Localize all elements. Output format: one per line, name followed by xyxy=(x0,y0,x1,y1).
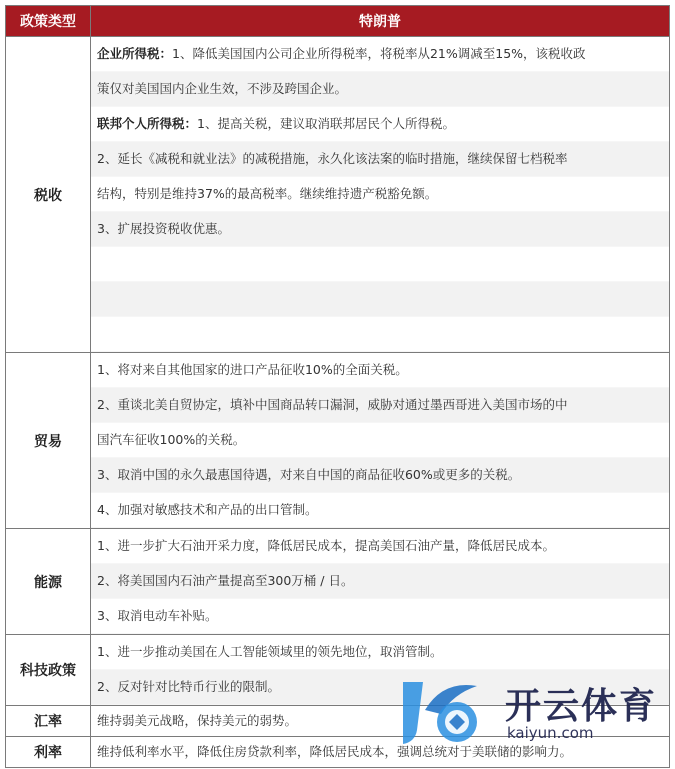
category-tax: 税收 xyxy=(6,37,91,353)
trade-line-1: 1、将对来自其他国家的进口产品征收10%的全面关税。 xyxy=(91,353,669,388)
watermark-brand: 开云体育 xyxy=(505,686,658,727)
trade-content xyxy=(91,353,670,529)
row-tech xyxy=(6,635,670,706)
tax-line-4: 2、延长《减税和就业法》的减税措施，永久化该法案的临时措施，继续保留七档税率 xyxy=(91,142,669,177)
energy-line-3: 3、取消电动车补贴。 xyxy=(91,599,669,634)
table-header-row xyxy=(6,6,670,37)
header-policy-type: 政策类型 xyxy=(6,6,91,37)
tax-line-3: 联邦个人所得税：1、提高关税，建议取消联邦居民个人所得税。 xyxy=(91,107,669,142)
policy-table xyxy=(5,5,670,768)
tech-line-2: 2、反对针对比特币行业的限制。 xyxy=(91,670,669,705)
tax-line-1: 企业所得税：1、降低美国国内公司企业所得税率，将税率从21%调减至15%，该税收政 xyxy=(91,37,669,72)
tax-content xyxy=(91,37,670,353)
tax-blank-2 xyxy=(91,282,669,317)
energy-content xyxy=(91,529,670,635)
tech-line-1: 1、进一步推动美国在人工智能领域里的领先地位，取消管制。 xyxy=(91,635,669,670)
category-trade: 贸易 xyxy=(6,353,91,529)
category-tech: 科技政策 xyxy=(6,635,91,706)
trade-line-2: 2、重谈北美自贸协定，填补中国商品转口漏洞，威胁对通过墨西哥进入美国市场的中 xyxy=(91,388,669,423)
category-energy: 能源 xyxy=(6,529,91,635)
trade-line-3: 国汽车征收100%的关税。 xyxy=(91,423,669,458)
fx-line: 维持弱美元战略，保持美元的弱势。 xyxy=(97,713,298,728)
energy-line-2: 2、将美国国内石油产量提高至300万桶 / 日。 xyxy=(91,564,669,599)
tax-line-6: 3、扩展投资税收优惠。 xyxy=(91,212,669,247)
header-trump: 特朗普 xyxy=(91,6,670,37)
row-fx xyxy=(6,706,670,737)
tax-line-5: 结构，特别是维持37%的最高税率。继续维持遗产税豁免额。 xyxy=(91,177,669,212)
row-trade xyxy=(6,353,670,529)
rate-line: 维持低利率水平，降低住房贷款利率，降低居民成本，强调总统对于美联储的影响力。 xyxy=(97,744,573,759)
tech-content xyxy=(91,635,670,706)
trade-line-4: 3、取消中国的永久最惠国待遇，对来自中国的商品征收60%或更多的关税。 xyxy=(91,458,669,493)
row-rate xyxy=(6,737,670,768)
trade-line-5: 4、加强对敏感技术和产品的出口管制。 xyxy=(91,493,669,528)
category-fx: 汇率 xyxy=(6,706,91,737)
row-energy xyxy=(6,529,670,635)
fx-content xyxy=(91,706,670,737)
watermark-domain: kaiyun.com xyxy=(507,724,594,742)
category-rate: 利率 xyxy=(6,737,91,768)
tax-blank-1 xyxy=(91,247,669,282)
tax-blank-3 xyxy=(91,317,669,352)
rate-content xyxy=(91,737,670,768)
tax-line-2: 策仅对美国国内企业生效，不涉及跨国企业。 xyxy=(91,72,669,107)
row-tax xyxy=(6,37,670,353)
energy-line-1: 1、进一步扩大石油开采力度，降低居民成本，提高美国石油产量，降低居民成本。 xyxy=(91,529,669,564)
